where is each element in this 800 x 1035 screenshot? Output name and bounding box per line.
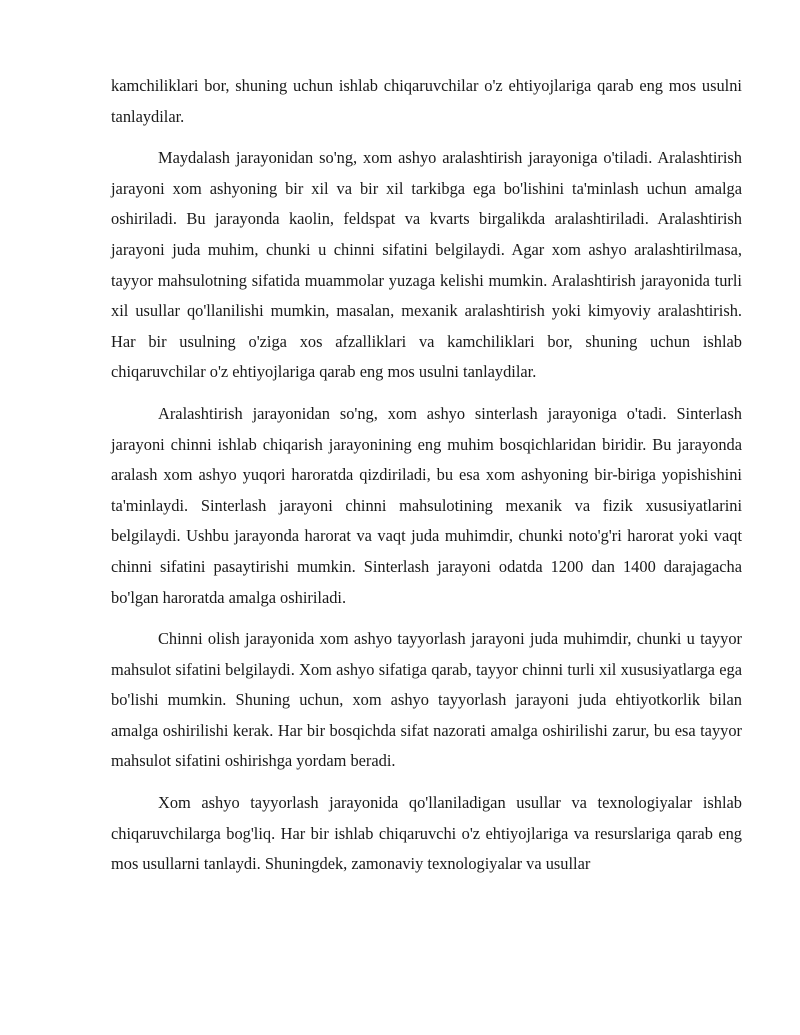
paragraph-sintering: Aralashtirish jarayonidan so'ng, xom ashyo sinterlash jarayoniga o'tadi. Sinterlash jarayoni chinni ishlab chiqarish jarayonining eng muhim bosqichlaridan biridir. Bu jarayonda aralash xom ashyo yuqori haroratda qizdiriladi, bu esa xom ashyoning bir-biriga yopishishini ta'minlaydi. Sinterlash jarayoni chinni mahsulotining mexanik va fizik xususiyatlarini belgilaydi. Ushbu jarayonda harorat va vaqt juda muhimdir, chunki noto'g'ri harorat yoki vaqt chinni sifatini pasaytirishi mumkin. Sinterlash jarayoni odatda 1200 dan 1400 darajagacha bo'lgan haroratda amalga oshiriladi. [111,403,742,607]
paragraph-mixing: Maydalash jarayonidan so'ng, xom ashyo aralashtirish jarayoniga o'tiladi. Aralashtirish jarayoni xom ashyoning bir xil va bir xil tarkibga ega bo'lishini ta'minlash uchun amalga oshiriladi. Bu jarayonda kaolin, feldspat va kvarts birgalikda aralashtiriladi. Aralashtirish jarayoni juda muhim, chunki u chinni sifatini belgilaydi. Agar xom ashyo aralashtirilmasa, tayyor mahsulotning sifatida muammolar yuzaga kelishi mumkin. Aralashtirish jarayonida turli xil usullar qo'llanilishi mumkin, masalan, mexanik aralashtirish yoki kimyoviy aralashtirish. Har bir usulning o'ziga xos afzalliklari va kamchiliklari bor, shuning uchun ishlab chiqaruvchilar o'z ehtiyojlariga qarab eng mos usulni tanlaydilar. [111,148,742,382]
paragraph-raw-material-importance: Chinni olish jarayonida xom ashyo tayyorlash jarayoni juda muhimdir, chunki u tayyor mahsulot sifatini belgilaydi. Xom ashyo sifatiga qarab, tayyor chinni turli xil xususiyatlarga ega bo'lishi mumkin. Shuning uchun, xom ashyo tayyorlash jarayoni juda ehtiyotkorlik bilan amalga oshirilishi kerak. Har bir bosqichda sifat nazorati amalga oshirilishi zarur, bu esa tayyor mahsulot sifatini oshirishga yordam beradi. [111,629,742,771]
paragraph-methods-technologies: Xom ashyo tayyorlash jarayonida qo'llaniladigan usullar va texnologiyalar ishlab chiqaruvchilarga bog'liq. Har bir ishlab chiqaruvchi o'z ehtiyojlariga va resurslariga qarab eng mos usullarni tanlaydi. Shuningdek, zamonaviy texnologiyalar va usullar [111,793,742,874]
document-page [111,71,742,880]
paragraph-continued: kamchiliklari bor, shuning uchun ishlab chiqaruvchilar o'z ehtiyojlariga qarab eng mos usulni tanlaydilar. [111,76,742,126]
